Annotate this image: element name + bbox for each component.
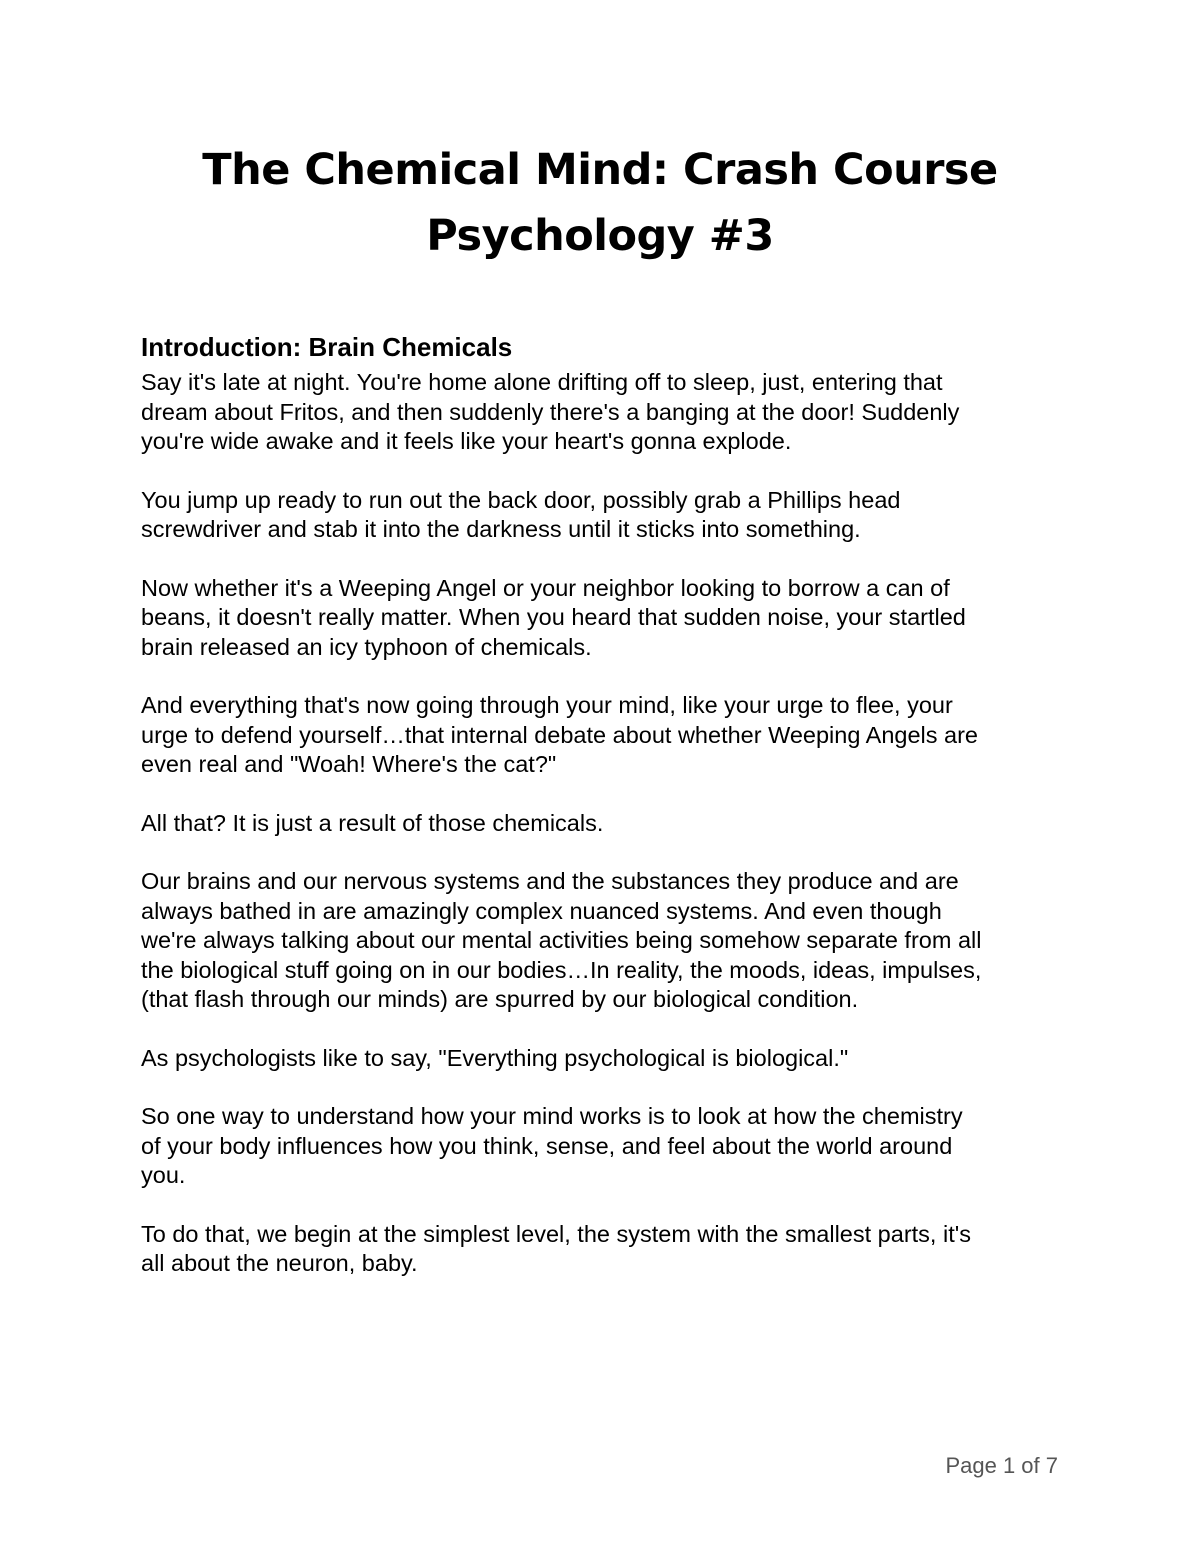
paragraph-4: And everything that's now going through your mind, like your urge to flee, your urge to defend yourself…that internal debate about whether Weeping Angels are even real and "Woah! Where's the cat?" [141, 692, 978, 777]
document-body [141, 330, 1071, 1308]
paragraph-3: Now whether it's a Weeping Angel or your neighbor looking to borrow a can of beans, it doesn't really matter. When you heard that sudden noise, your startled brain released an icy typhoon of chemicals. [141, 574, 966, 660]
paragraph-7: As psychologists like to say, "Everything psychological is biological." [141, 1044, 849, 1071]
title-line-2: Psychology #3 [426, 211, 774, 261]
title-line-1: The Chemical Mind: Crash Course [202, 145, 998, 195]
paragraph-2: You jump up ready to run out the back door, possibly grab a Phillips head screwdriver and stab it into the darkness until it sticks into something. [141, 486, 901, 542]
paragraph-6: Our brains and our nervous systems and the substances they produce and are always bathed in are amazingly complex nuanced systems. And even though we're always talking about our mental activities being somehow separate from all the biological stuff going on in our bodies…In reality, the moods, ideas, impulses, (that flash through our minds) are spurred by our biological condition. [141, 868, 982, 1012]
page-indicator: Page 1 of 7 [945, 1453, 1058, 1478]
paragraph-9: To do that, we begin at the simplest level, the system with the smallest parts, it's all about the neuron, baby. [141, 1220, 971, 1276]
paragraph-5: All that? It is just a result of those chemicals. [141, 809, 604, 836]
paragraph-1: Say it's late at night. You're home alone drifting off to sleep, just, entering that dream about Fritos, and then suddenly there's a banging at the door! Suddenly you're wide awake and it feels like your heart's gonna explode. [141, 369, 960, 454]
paragraph-8: So one way to understand how your mind works is to look at how the chemistry of your body influences how you think, sense, and feel about the world around you. [141, 1103, 963, 1188]
document-title [0, 137, 1200, 269]
section-heading: Introduction: Brain Chemicals [141, 332, 513, 362]
